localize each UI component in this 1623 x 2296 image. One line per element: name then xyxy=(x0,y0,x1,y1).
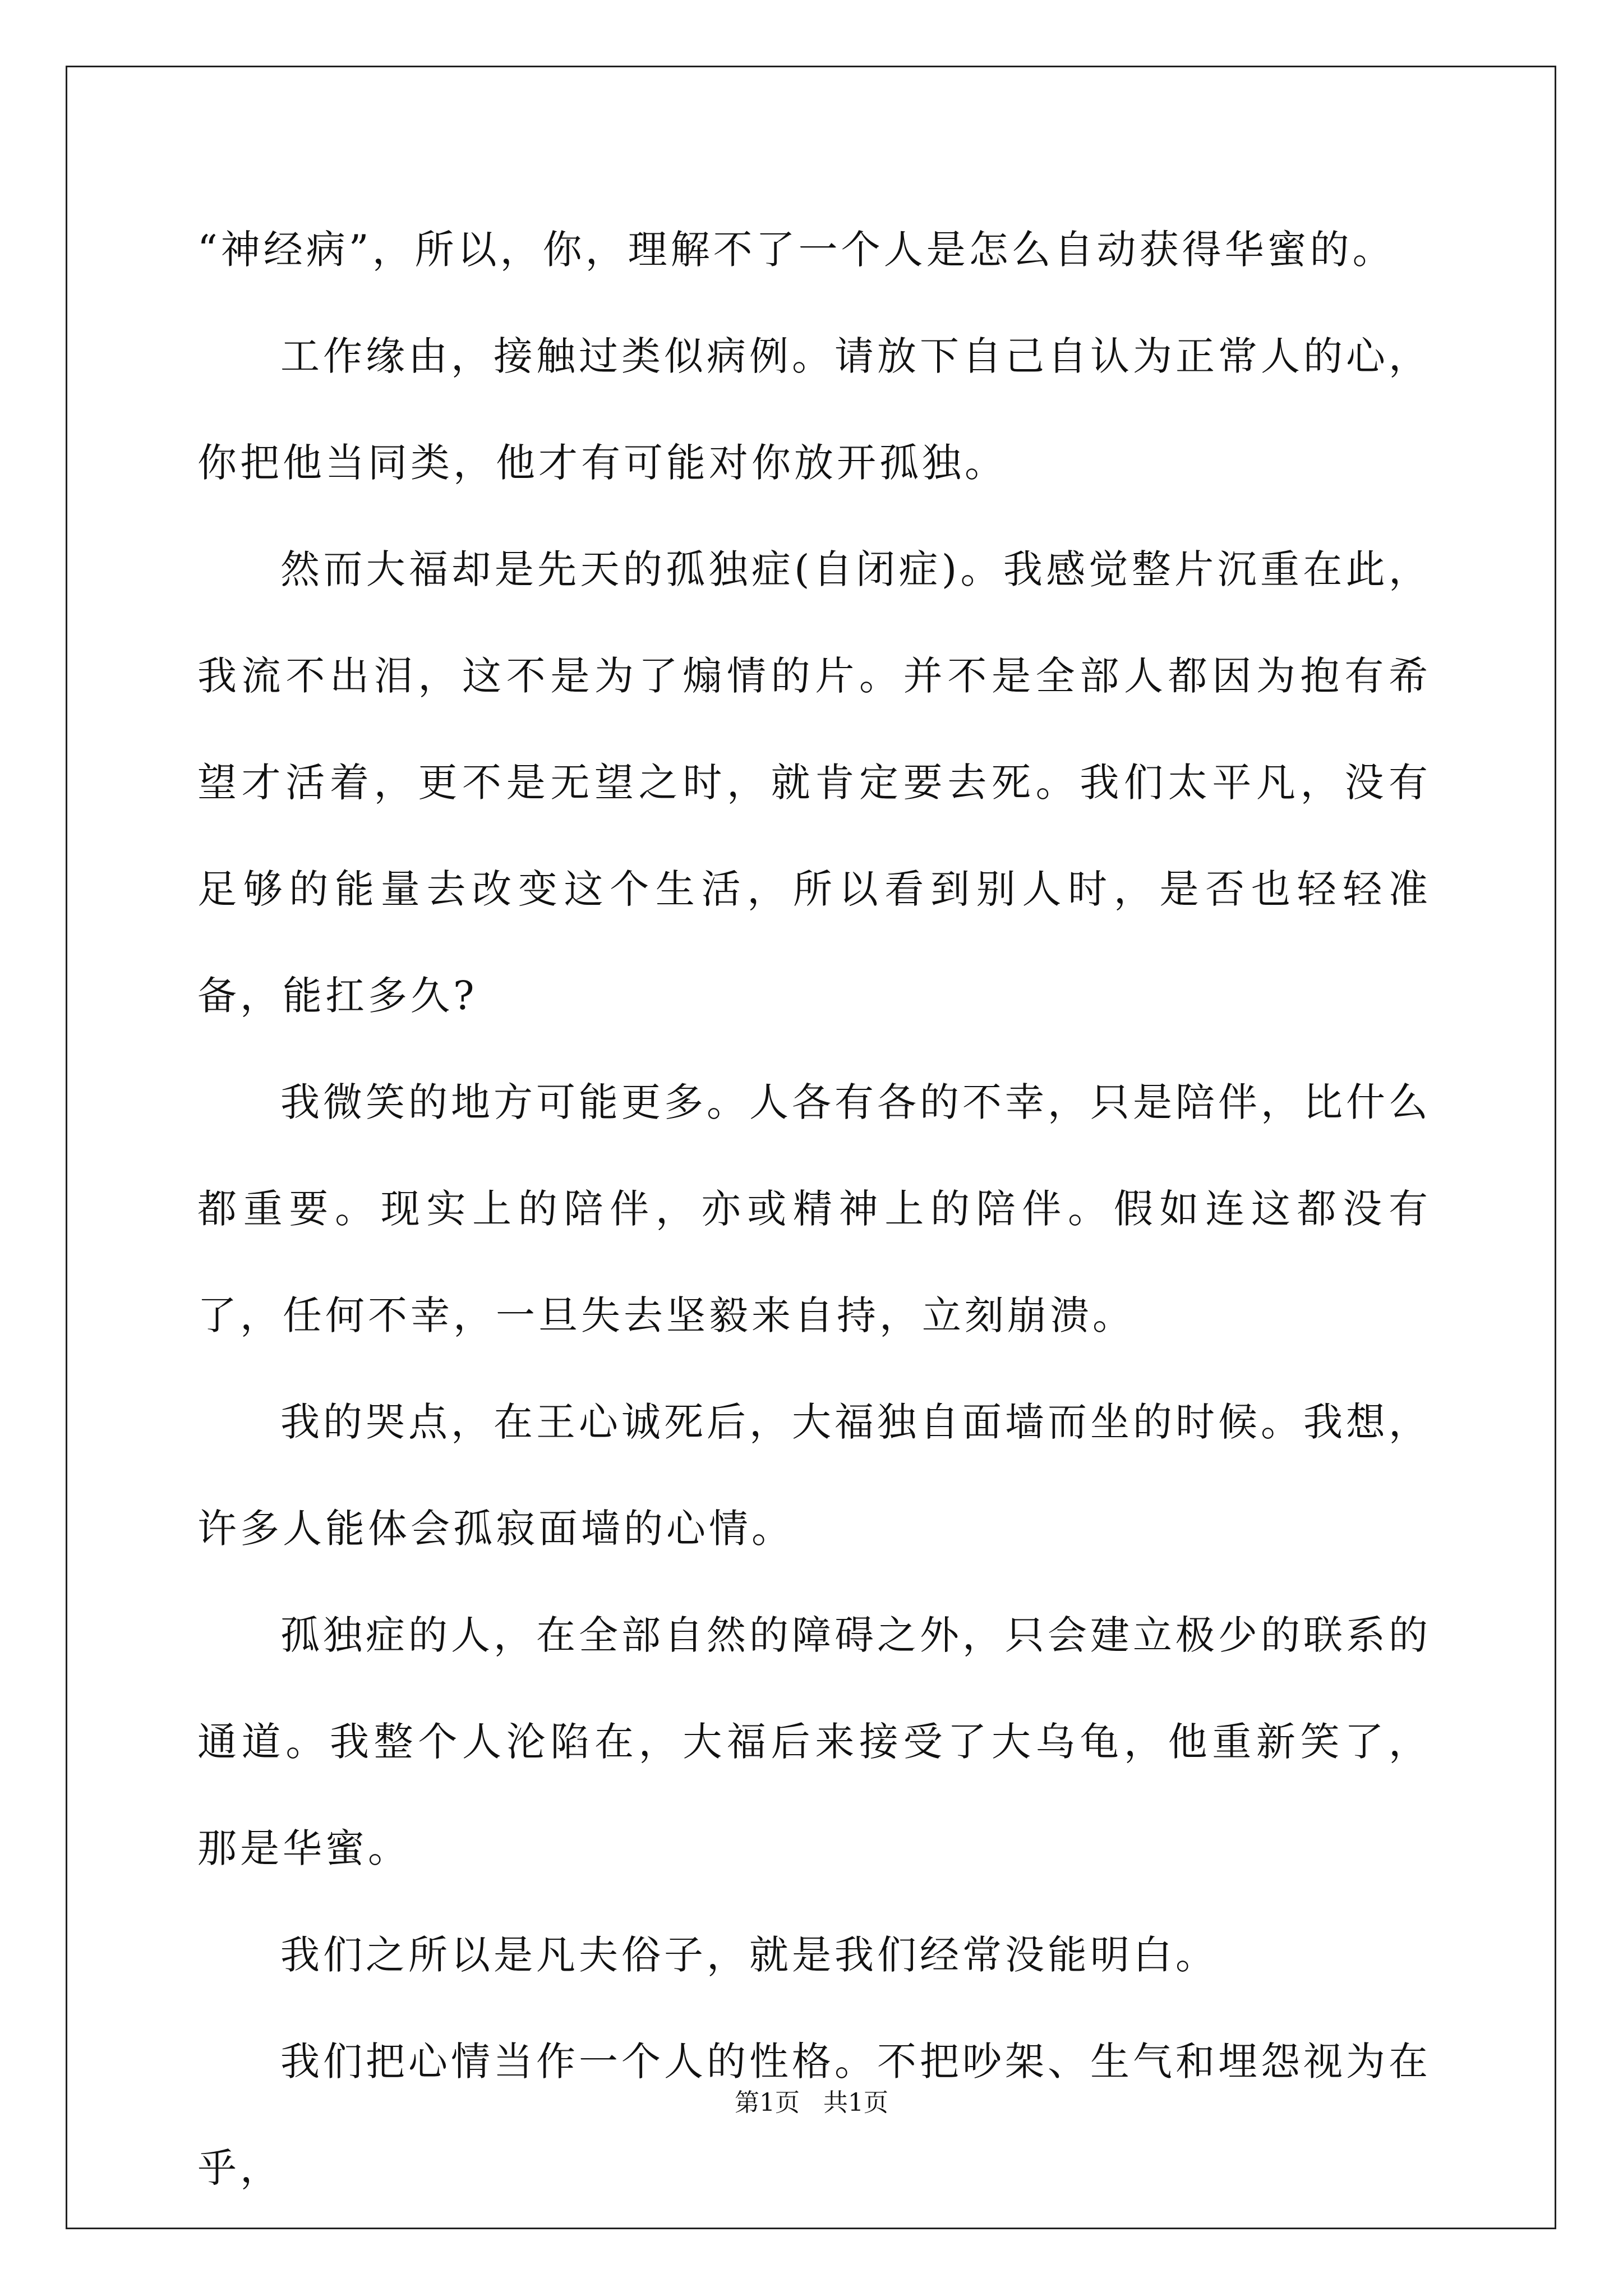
paragraph: 孤独症的人，在全部自然的障碍之外，只会建立极少的联系的通道。我整个人沦陷在，大福后来接受了大乌龟，他重新笑了，那是华蜜。 xyxy=(197,1612,1431,1871)
paragraph: 我的哭点，在王心诚死后，大福独自面墙而坐的时候。我想，许多人能体会孤寂面墙的心情。 xyxy=(197,1399,1431,1552)
paragraph: 我微笑的地方可能更多。人各有各的不幸，只是陪伴，比什么都重要。现实上的陪伴，亦或精神上的陪伴。假如连这都没有了，任何不幸，一旦失去坚毅来自持，立刻崩溃。 xyxy=(197,1079,1431,1338)
paragraph: 我们把心情当作一个人的性格。不把吵架、生气和埋怨视为在乎， xyxy=(197,2039,1431,2191)
document-body xyxy=(197,196,1431,2221)
paragraph: 我们之所以是凡夫俗子，就是我们经常没能明白。 xyxy=(280,1932,1218,1978)
page-number-footer: 第1页 共1页 xyxy=(735,2088,888,2117)
paragraph: 工作缘由，接触过类似病例。请放下自己自认为正常人的心，你把他当同类，他才有可能对你放开孤独。 xyxy=(197,333,1431,486)
paragraph: 然而大福却是先天的孤独症(自闭症)。我感觉整片沉重在此，我流不出泪，这不是为了煽情的片。并不是全部人都因为抱有希望才活着，更不是无望之时，就肯定要去死。我们太平凡，没有足够的能量去改变这个生活，所以看到别人时，是否也轻轻准备，能扛多久? xyxy=(197,546,1431,1019)
paragraph-continuation: “神经病”，所以，你，理解不了一个人是怎么自动获得华蜜的。 xyxy=(197,227,1395,273)
